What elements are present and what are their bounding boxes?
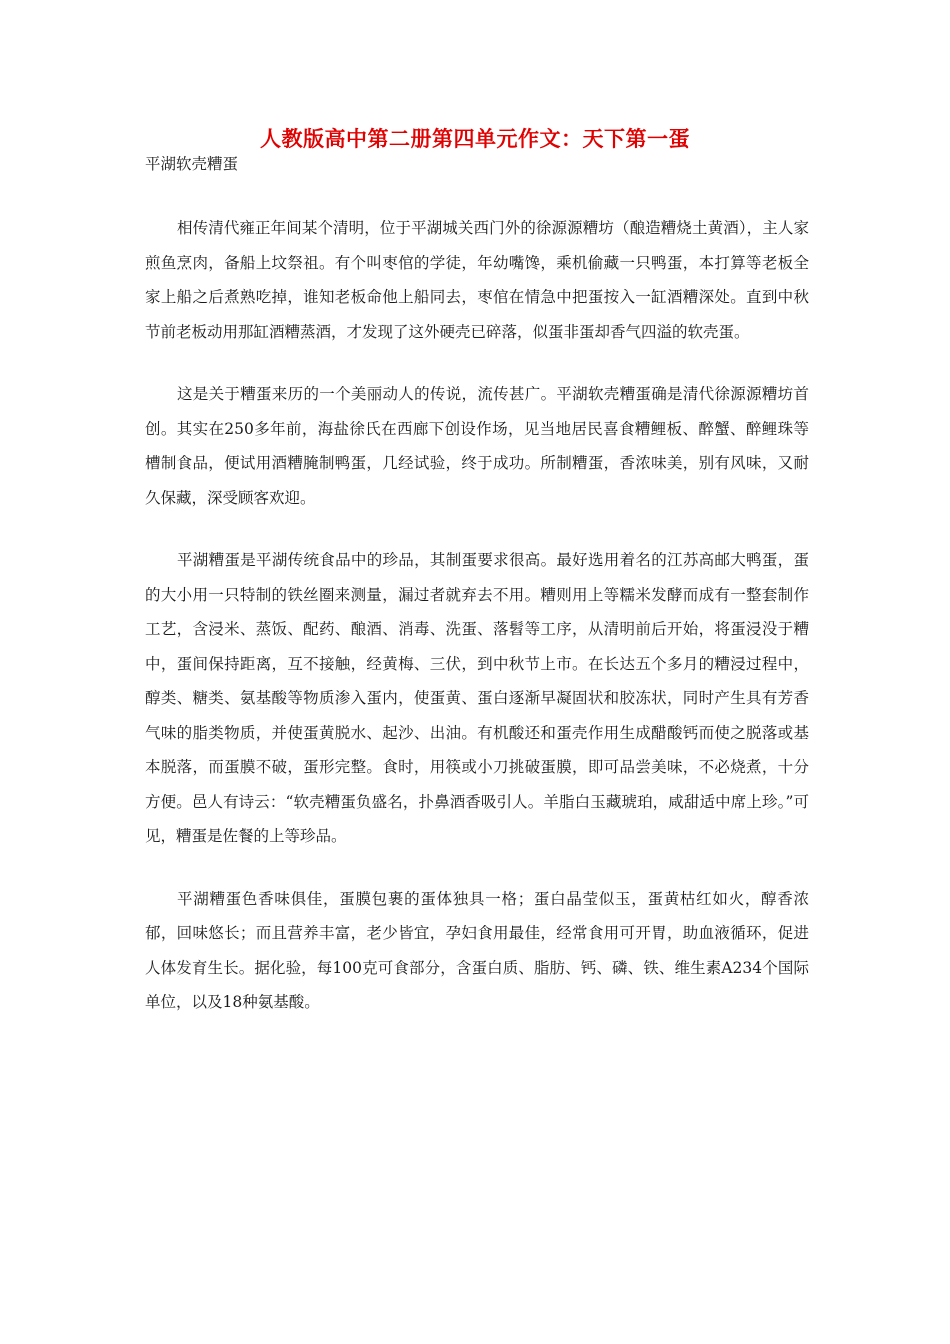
document-subtitle: 平湖软壳糟蛋 — [145, 155, 239, 173]
paragraph-nutrition: 平湖糟蛋色香味俱佳，蛋膜包裹的蛋体独具一格；蛋白晶莹似玉，蛋黄枯红如火，醇香浓郁，回味悠长；而且营养丰富，老少皆宜，孕妇食用最佳，经常食用可开胃，助血液循环，促进人体发育生长。据化验，每100克可食部分，含蛋白质、脂肪、钙、磷、铁、维生素A234个国际单位，以及18种氨基酸。 — [145, 889, 809, 1011]
document-body — [145, 211, 809, 1048]
paragraph-production: 平湖糟蛋是平湖传统食品中的珍品，其制蛋要求很高。最好选用着名的江苏高邮大鸭蛋，蛋的大小用一只特制的铁丝圈来测量，漏过者就弃去不用。糟则用上等糯米发酵而成有一整套制作工艺，含浸米、蒸饭、配药、酿酒、消毒、洗蛋、落髫等工序，从清明前后开始，将蛋浸没于糟中，蛋间保持距离，互不接触，经黄梅、三伏，到中秋节上市。在长达五个多月的糟浸过程中，醇类、糖类、氨基酸等物质渗入蛋内，使蛋黄、蛋白逐渐早凝固状和胶冻状，同时产生具有芳香气味的脂类物质，并使蛋黄脱水、起沙、出油。有机酸还和蛋壳作用生成醋酸钙而使之脱落或基本脱落，而蛋膜不破，蛋形完整。食时，用筷或小刀挑破蛋膜，即可品尝美味，不必烧煮，十分方便。邑人有诗云：“软壳糟蛋负盛名，扑鼻酒香吸引人。羊脂白玉藏琥珀，咸甜适中席上珍。”可见，糟蛋是佐餐的上等珍品。 — [145, 551, 809, 845]
paragraph-history: 这是关于糟蛋来历的一个美丽动人的传说，流传甚广。平湖软壳糟蛋确是清代徐源源糟坊首创。其实在250多年前，海盐徐氏在西廊下创设作场，见当地居民喜食糟鲤板、醉蟹、醉鲤珠等槽制食品，便试用酒糟腌制鸭蛋，几经试验，终于成功。所制糟蛋，香浓味美，别有风味，又耐久保藏，深受顾客欢迎。 — [145, 385, 809, 507]
document-title: 人教版高中第二册第四单元作文：天下第一蛋 — [260, 126, 690, 151]
paragraph-legend: 相传清代雍正年间某个清明，位于平湖城关西门外的徐源源糟坊（酿造糟烧土黄酒），主人家煎鱼烹肉，备船上坟祭祖。有个叫枣倌的学徒，年幼嘴馋，乘机偷藏一只鸭蛋，本打算等老板全家上船之后煮熟吃掉，谁知老板命他上船同去，枣倌在情急中把蛋按入一缸酒糟深处。直到中秋节前老板动用那缸酒糟蒸酒，才发现了这外硬壳已碎落，似蛋非蛋却香气四溢的软壳蛋。 — [145, 219, 809, 341]
